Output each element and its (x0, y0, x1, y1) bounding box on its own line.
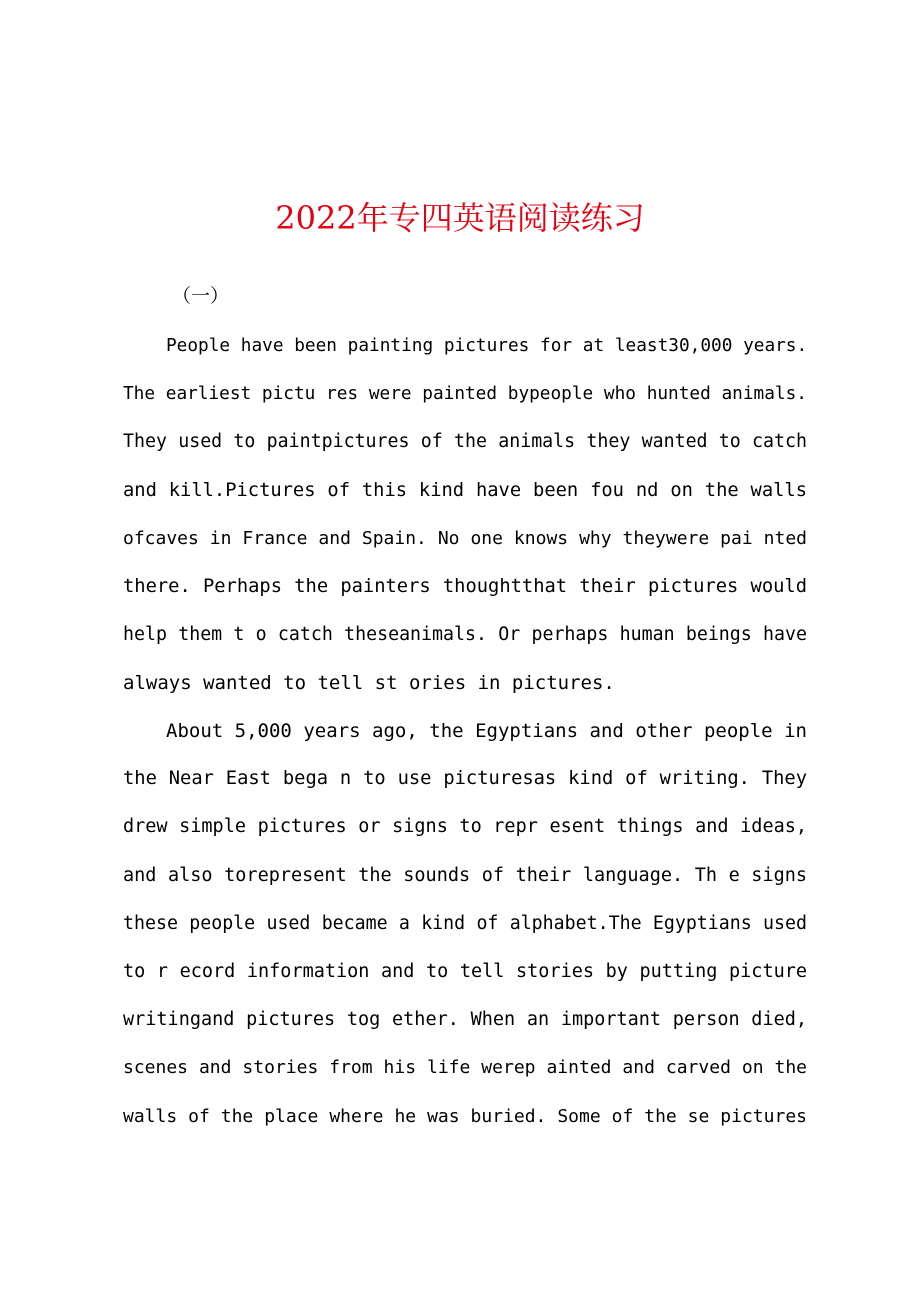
document-title: 2022年专四英语阅读练习 (275, 199, 645, 237)
paragraph-line: writingand pictures tog ether. When an important person died, (123, 1009, 807, 1031)
paragraph-line: They used to paintpictures of the animals they wanted to catch (123, 431, 807, 453)
paragraph-line: to r ecord information and to tell stories by putting picture (123, 960, 807, 982)
paragraph-line: The earliest pictu res were painted bypeople who hunted animals. (123, 384, 807, 405)
paragraph-line: scenes and stories from his life werep ainted and carved on the (123, 1057, 807, 1079)
paragraph-2 (123, 707, 807, 1141)
paragraph-line: and also torepresent the sounds of their language. Th e signs (123, 864, 807, 886)
paragraph-line: walls of the place where he was buried. Some of the se pictures (123, 1105, 807, 1127)
paragraph-1 (123, 322, 807, 708)
paragraph-line: there. Perhaps the painters thoughtthat their pictures would (123, 575, 807, 597)
paragraph-line: the Near East bega n to use picturesas kind of writing. They (123, 768, 807, 790)
section-label: （一） (172, 285, 230, 307)
paragraph-line: About 5,000 years ago, the Egyptians and other people in (166, 720, 807, 742)
paragraph-line: these people used became a kind of alphabet.The Egyptians used (123, 912, 807, 934)
paragraph-line: always wanted to tell st ories in pictures. (123, 672, 615, 695)
paragraph-line: and kill.Pictures of this kind have been fou nd on the walls (123, 479, 807, 501)
paragraph-line: drew simple pictures or signs to repr esent things and ideas, (123, 816, 807, 838)
paragraph-line: ofcaves in France and Spain. No one knows why theywere pai nted (123, 527, 807, 549)
paragraph-line: People have been painting pictures for at least30,000 years. (166, 336, 807, 356)
paragraph-line: help them t o catch theseanimals. Or perhaps human beings have (123, 624, 807, 646)
